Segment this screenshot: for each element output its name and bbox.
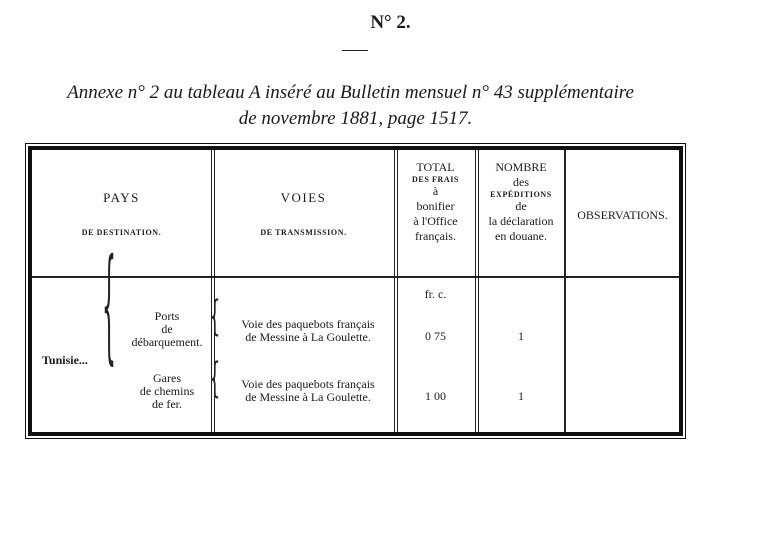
header-total-l3: à [432, 184, 439, 198]
row-2-brace: { [209, 355, 221, 404]
header-pays-sub: DE DESTINATION. [81, 228, 162, 237]
row-1-sub-l3: débarquement. [131, 335, 203, 349]
row-1-nombre: 1 [518, 329, 524, 343]
row-1-voie-l1: Voie des paquebots français [241, 317, 375, 331]
header-pays-main: PAYS [103, 190, 140, 205]
row-1-sub-l1: Ports [154, 309, 180, 323]
row-1-voie-l2: de Messine à La Goulette. [245, 330, 371, 344]
document-heading [0, 80, 781, 132]
header-total-l6: français. [415, 229, 456, 243]
row-2-voie-l1: Voie des paquebots français [241, 377, 375, 391]
header-nombre-l4: de [515, 199, 527, 213]
row-1-sub-l2: de [161, 322, 173, 336]
header-nombre-l5: la déclaration [488, 214, 554, 228]
title-rule [342, 50, 368, 51]
row-1-destination [122, 310, 212, 349]
row-2-voie [222, 378, 394, 404]
column-divider [564, 150, 566, 432]
header-total-l2: DES FRAIS [412, 175, 459, 184]
header-nombre-l3: EXPÉDITIONS [490, 190, 552, 199]
header-total-l5: à l'Office [413, 214, 458, 228]
header-divider [32, 276, 679, 278]
header-total [396, 160, 475, 244]
header-voies-sub: DE TRANSMISSION. [260, 228, 347, 237]
country-name: Tunisie... [42, 353, 88, 367]
header-nombre [478, 160, 564, 244]
row-1-voie [222, 318, 394, 344]
header-nombre-l6: en douane. [495, 229, 547, 243]
header-voies [213, 190, 394, 237]
row-1-brace: { [209, 293, 221, 342]
country-brace: { [102, 240, 116, 381]
header-voies-main: VOIES [280, 190, 327, 205]
header-total-l1: TOTAL [416, 160, 455, 174]
header-total-l4: bonifier [416, 199, 455, 213]
row-2-sub-l1: Gares [153, 371, 181, 385]
row-2-nombre: 1 [518, 389, 524, 403]
header-pays [32, 190, 211, 237]
row-1-total: 0 75 [425, 329, 446, 343]
row-2-voie-l2: de Messine à La Goulette. [245, 390, 371, 404]
heading-line-1: Annexe n° 2 au tableau A inséré au Bulletin mensuel n° 43 supplémentaire [67, 82, 634, 103]
row-2-sub-l3: de fer. [152, 397, 182, 411]
header-nombre-l2: des [513, 175, 529, 189]
unit-label: fr. c. [424, 287, 447, 301]
row-2-total: 1 00 [425, 389, 446, 403]
heading-line-2: de novembre 1881, page 1517. [238, 108, 473, 129]
header-observations: OBSERVATIONS. [577, 208, 668, 222]
row-2-sub-l2: de chemins [139, 384, 195, 398]
row-2-destination [122, 372, 212, 411]
header-nombre-l1: NOMBRE [495, 160, 547, 174]
tariff-table [28, 146, 683, 436]
page-number: N° 2. [370, 12, 411, 33]
